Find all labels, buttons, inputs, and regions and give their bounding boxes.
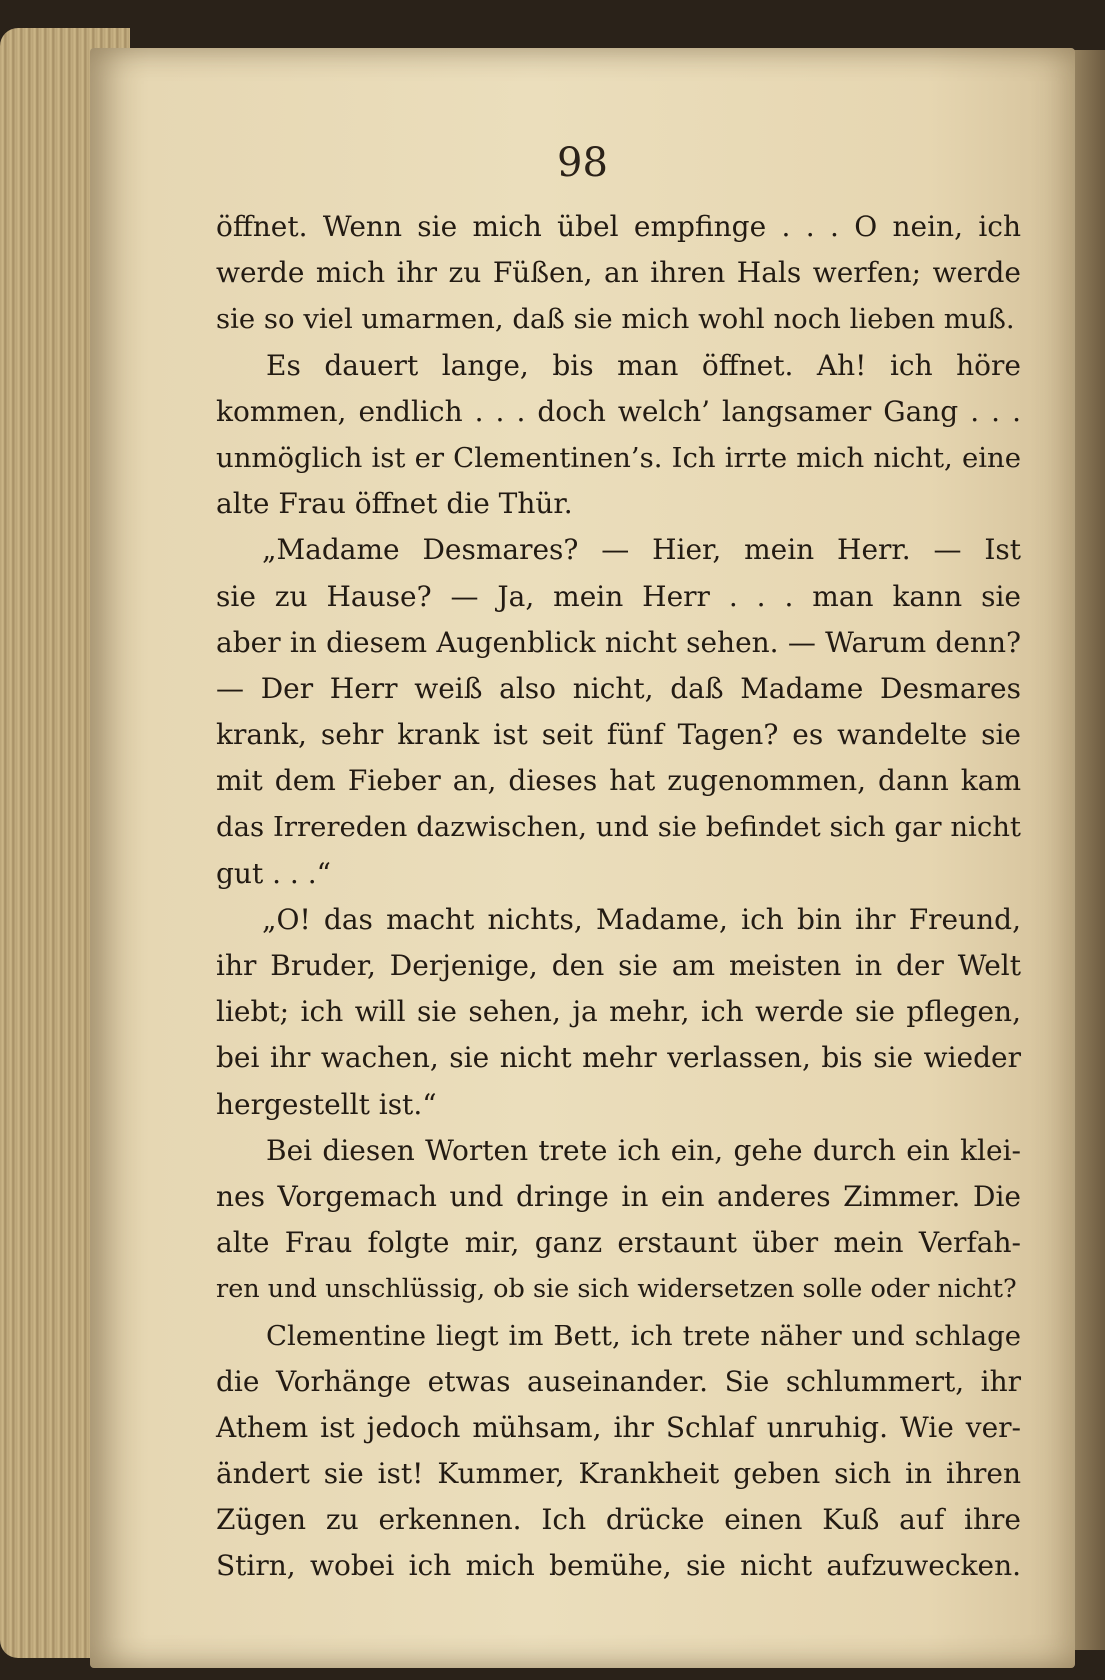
- text-line: Athem ist jedoch mühsam, ihr Schlaf unruhig. Wie ver-: [216, 1410, 1021, 1444]
- text-line: krank, sehr krank ist seit fünf Tagen? es wandelte sie: [216, 718, 1021, 752]
- text-line: Clementine liegt im Bett, ich trete näher und schlage: [266, 1319, 1021, 1352]
- page-text: [216, 204, 1021, 1590]
- text-line: alte Frau öffnet die Thür.: [216, 487, 573, 521]
- text-line: ändert sie ist! Kummer, Krankheit geben sich in ihren: [216, 1457, 1021, 1491]
- text-line: bei ihr wachen, sie nicht mehr verlassen, bis sie wieder: [216, 1041, 1021, 1075]
- text-line: „Madame Desmares? — Hier, mein Herr. — Ist: [262, 533, 1021, 567]
- text-line: öffnet. Wenn sie mich übel empfinge . . . O nein, ich: [216, 210, 1021, 243]
- text-line: die Vorhänge etwas auseinander. Sie schlummert, ihr: [216, 1364, 1021, 1398]
- text-line: Stirn, wobei ich mich bemühe, sie nicht aufzuwecken.: [216, 1549, 1021, 1583]
- text-line: ren und unschlüssig, ob sie sich widersetzen solle oder nicht?: [216, 1274, 1017, 1305]
- text-line: sie zu Hause? — Ja, mein Herr . . . man kann sie: [216, 579, 1021, 613]
- text-line: Es dauert lange, bis man öffnet. Ah! ich höre: [266, 348, 1021, 382]
- text-line: alte Frau folgte mir, ganz erstaunt über mein Verfah-: [216, 1226, 1021, 1260]
- text-line: aber in diesem Augenblick nicht sehen. — Warum denn?: [216, 625, 1021, 659]
- text-line: das Irrereden dazwischen, und sie befindet sich gar nicht: [216, 811, 1021, 844]
- text-line: hergestellt ist.“: [216, 1087, 437, 1121]
- book-page: [90, 48, 1075, 1668]
- text-line: sie so viel umarmen, daß sie mich wohl noch lieben muß.: [216, 303, 1015, 336]
- text-line: unmöglich ist er Clementinen’s. Ich irrte mich nicht, eine: [216, 441, 1021, 474]
- text-line: ihr Bruder, Derjenige, den sie am meisten in der Welt: [216, 949, 1021, 982]
- page-number: 98: [557, 140, 608, 186]
- text-line: kommen, endlich . . . doch welch’ langsamer Gang . . .: [216, 394, 1021, 428]
- text-line: Zügen zu erkennen. Ich drücke einen Kuß auf ihre: [216, 1503, 1021, 1537]
- text-line: nes Vorgemach und dringe in ein anderes Zimmer. Die: [216, 1179, 1021, 1213]
- text-line: — Der Herr weiß also nicht, daß Madame Desmares: [216, 671, 1021, 705]
- text-line: gut . . .“: [216, 856, 331, 890]
- text-line: werde mich ihr zu Füßen, an ihren Hals werfen; werde: [216, 256, 1021, 290]
- text-line: „O! das macht nichts, Madame, ich bin ihr Freund,: [262, 902, 1021, 936]
- text-line: liebt; ich will sie sehen, ja mehr, ich werde sie pflegen,: [216, 995, 1021, 1029]
- text-line: mit dem Fieber an, dieses hat zugenommen, dann kam: [216, 764, 1021, 798]
- text-line: Bei diesen Worten trete ich ein, gehe durch ein klei-: [266, 1133, 1021, 1167]
